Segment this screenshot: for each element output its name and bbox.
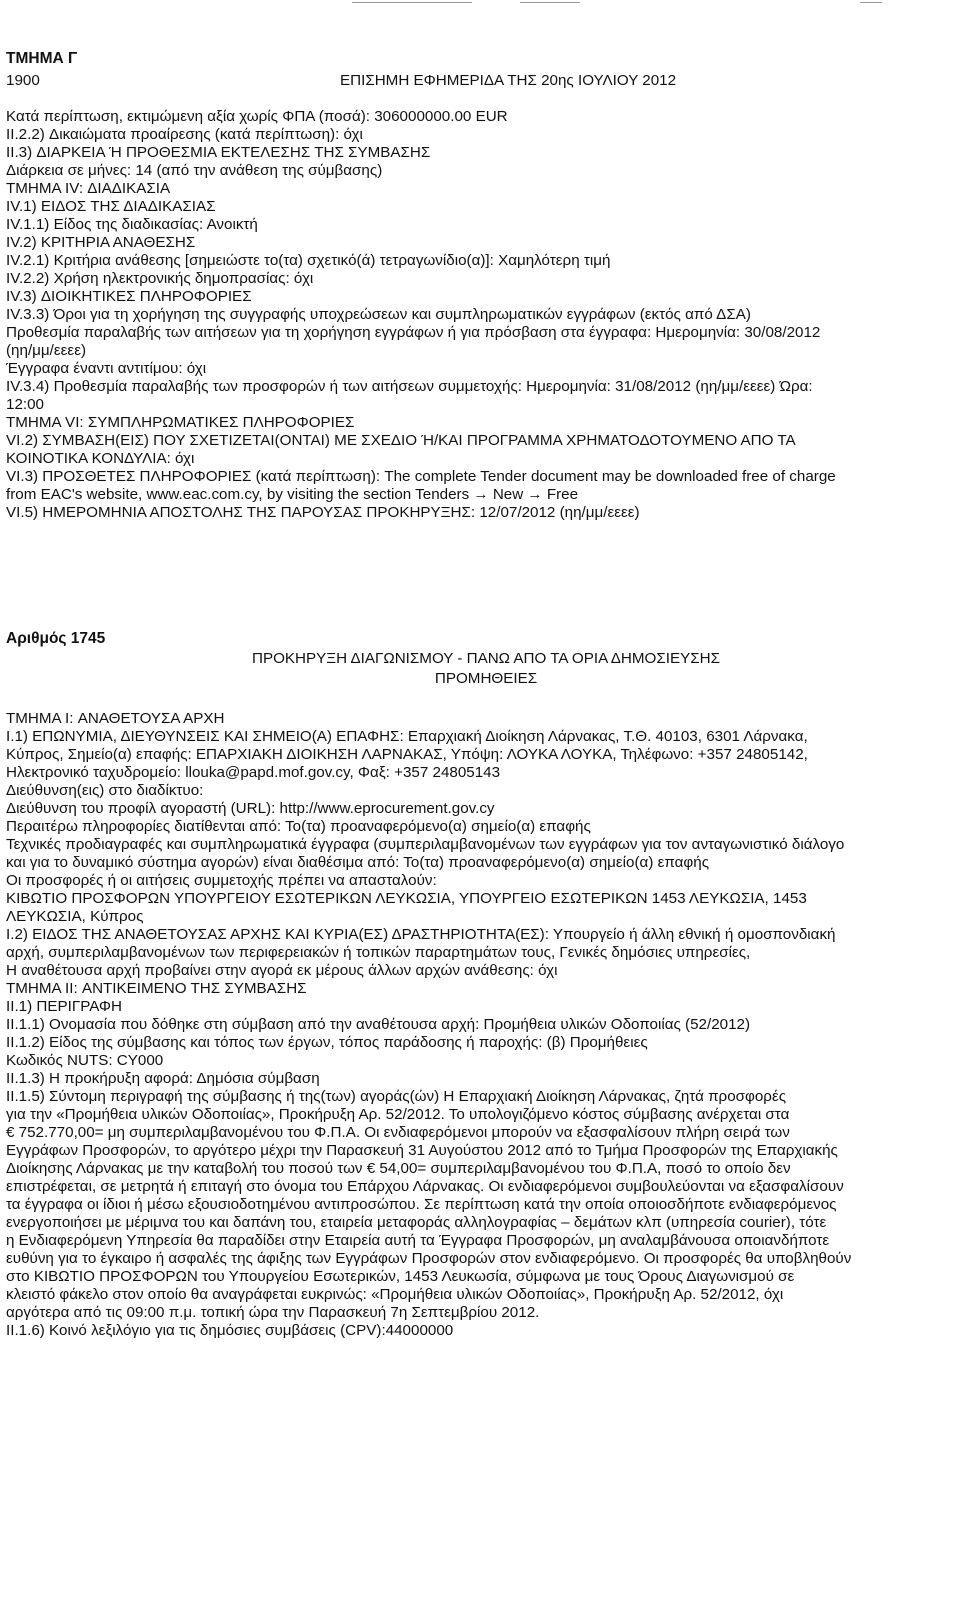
text-line: IV.3.3) Όροι για τη χορήγηση της συγγραφής υποχρεώσεων και συμπληρωματικών εγγράφων (εκτός από ΔΣΑ) xyxy=(6,306,751,323)
text-line: Κωδικός NUTS: CY000 xyxy=(6,1052,164,1069)
text-line: Περαιτέρω πληροφορίες διατίθενται από: Το(τα) προαναφερόμενο(α) σημείο(α) επαφής xyxy=(6,818,591,835)
section-heading: ΤΜΗΜΑ Γ xyxy=(6,50,78,67)
text-line: IV.3.4) Προθεσμία παραλαβής των προσφορών ή των αιτήσεων συμμετοχής: Ημερομηνία: 31/08/2012 (ηη/μμ/εεεε) Ώρα: xyxy=(6,378,813,395)
text-line: IV.2.1) Κριτήρια ανάθεσης [σημειώστε το(τα) σχετικό(ά) τετραγωνίδιο(α)]: Χαμηλότερη τιμή xyxy=(6,252,611,269)
text-line: ΤΜΗΜΑ I: ΑΝΑΘΕΤΟΥΣΑ ΑΡΧΗ xyxy=(6,710,225,727)
text-line: II.2.2) Δικαιώματα προαίρεσης (κατά περίπτωση): όχι xyxy=(6,126,363,143)
text-line: αρχή, συμπεριλαμβανομένων των περιφερειακών ή τοπικών παραρτημάτων τους, Γενικές δημόσιες υπηρεσίες, xyxy=(6,944,751,961)
text-line: IV.1.1) Είδος της διαδικασίας: Ανοικτή xyxy=(6,216,258,233)
text-line: Κατά περίπτωση, εκτιμώμενη αξία χωρίς ΦΠΑ (ποσά): 306000000.00 EUR xyxy=(6,108,508,125)
text-line: ΤΜΗΜΑ VI: ΣΥΜΠΛΗΡΩΜΑΤΙΚΕΣ ΠΛΗΡΟΦΟΡΙΕΣ xyxy=(6,414,355,431)
text-line: (ηη/μμ/εεεε) xyxy=(6,342,87,359)
text-line: Διάρκεια σε μήνες: 14 (από την ανάθεση της σύμβασης) xyxy=(6,162,383,179)
text-line: στο ΚΙΒΩΤΙΟ ΠΡΟΣΦΟΡΩΝ του Υπουργείου Εσωτερικών, 1453 Λευκωσία, σύμφωνα με τους Όρους Διαγωνισμού σε xyxy=(6,1268,795,1285)
text-line: η Ενδιαφερόμενη Υπηρεσία θα παραδίδει στην Εταιρεία αυτή τα Έγγραφα Προσφορών, μη αναλαμβάνουσα οποιανδήποτε xyxy=(6,1232,830,1249)
text-line: ΛΕΥΚΩΣΙΑ, Κύπρος xyxy=(6,908,144,925)
running-header xyxy=(6,72,914,92)
text-line: II.1) ΠΕΡΙΓΡΑΦΗ xyxy=(6,998,122,1015)
text-line: Τεχνικές προδιαγραφές και συμπληρωματικά έγγραφα (συμπεριλαμβανομένων των εγγράφων για τον ανταγωνιστικό διάλογο xyxy=(6,836,845,853)
text-line xyxy=(6,1358,914,1376)
text-line: from EAC's website, www.eac.com.cy, by visiting the section Tenders → New → Free xyxy=(6,486,579,503)
text-line: II.1.3) Η προκήρυξη αφορά: Δημόσια σύμβαση xyxy=(6,1070,320,1087)
scan-top-edge xyxy=(0,0,960,10)
text-line: ΚΙΒΩΤΙΟ ΠΡΟΣΦΟΡΩΝ ΥΠΟΥΡΓΕΙΟΥ ΕΣΩΤΕΡΙΚΩΝ ΛΕΥΚΩΣΙΑ, ΥΠΟΥΡΓΕΙΟ ΕΣΩΤΕΡΙΚΩΝ 1453 ΛΕΥΚΩΣΙΑ, 1453 xyxy=(6,890,807,907)
text-line: 12:00 xyxy=(6,396,45,413)
text-line: και για το δυναμικό σύστημα αγορών) είναι διαθέσιμα από: Το(τα) προαναφερόμενο(α) σημείο(α) επαφής xyxy=(6,854,710,871)
text-line: VI.5) ΗΜΕΡΟΜΗΝΙΑ ΑΠΟΣΤΟΛΗΣ ΤΗΣ ΠΑΡΟΥΣΑΣ ΠΡΟΚΗΡΥΞΗΣ: 12/07/2012 (ηη/μμ/εεεε) xyxy=(6,504,640,521)
text-line: ΚΟΙΝΟΤΙΚΑ ΚΟΝΔΥΛΙΑ: όχι xyxy=(6,450,195,467)
notice-title xyxy=(206,650,766,690)
text-line: IV.2) ΚΡΙΤΗΡΙΑ ΑΝΑΘΕΣΗΣ xyxy=(6,234,196,251)
text-line: IV.2.2) Χρήση ηλεκτρονικής δημοπρασίας: όχι xyxy=(6,270,314,287)
text-line: Η αναθέτουσα αρχή προβαίνει στην αγορά εκ μέρους άλλων αρχών ανάθεσης: όχι xyxy=(6,962,558,979)
text-line: II.1.2) Είδος της σύμβασης και τόπος των έργων, τόπος παράδοσης ή παροχής: (β) Προμήθειες xyxy=(6,1034,648,1051)
scan-artifact xyxy=(520,2,580,3)
text-line: επιστρέφεται, σε μετρητά ή επιταγή στο όνομα του Επάρχου Λάρνακας. Οι ενδιαφερόμενοι συμβουλεύονται να εξασφαλίσουν xyxy=(6,1178,844,1195)
previous-notice-body xyxy=(6,108,914,522)
text-line: ευθύνη για το έγκαιρο ή ασφαλές της άφιξης των Εγγράφων Προσφορών στον ενδιαφερόμενο. Οι προσφορές θα υποβληθούν xyxy=(6,1250,852,1267)
notice-number: Αριθμός 1745 xyxy=(6,630,106,647)
text-line: Οι προσφορές ή οι αιτήσεις συμμετοχής πρέπει να απασταλούν: xyxy=(6,872,437,889)
text-line: κλειστό φάκελο στον οποίο θα αναγράφεται ευκρινώς: «Προμήθεια υλικών Οδοποιίας», Προκήρυξη Αρ. 52/2012, όχι xyxy=(6,1286,784,1303)
text-line: ΤΜΗΜΑ II: ΑΝΤΙΚΕΙΜΕΝΟ ΤΗΣ ΣΥΜΒΑΣΗΣ xyxy=(6,980,307,997)
scan-artifact xyxy=(860,2,882,3)
text-line: Διοίκησης Λάρνακας με την καταβολή του ποσού των € 54,00= συμπεριλαμβανομένου του Φ.Π.Α, ποσό το οποίο δεν xyxy=(6,1160,791,1177)
gazette-title: ΕΠΙΣΗΜΗ ΕΦΗΜΕΡΙΔΑ ΤΗΣ 20ης ΙΟΥΛΙΟΥ 2012 xyxy=(340,72,677,89)
text-line: Διεύθυνση του προφίλ αγοραστή (URL): http://www.eprocurement.gov.cy xyxy=(6,800,495,817)
text-line: ΤΜΗΜΑ IV: ΔΙΑΔΙΚΑΣΙΑ xyxy=(6,180,171,197)
page-number: 1900 xyxy=(6,72,40,89)
text-line: ενεργοποιήσει με μέριμνα του και δαπάνη του, εταιρεία μεταφοράς αλληλογραφίας – δεμάτων κλπ (υπηρεσία courier), τότε xyxy=(6,1214,827,1231)
text-line: IV.3) ΔΙΟΙΚΗΤΙΚΕΣ ΠΛΗΡΟΦΟΡΙΕΣ xyxy=(6,288,252,305)
text-line: IV.1) ΕΙΔΟΣ ΤΗΣ ΔΙΑΔΙΚΑΣΙΑΣ xyxy=(6,198,216,215)
text-line: II.1.1) Ονομασία που δόθηκε στη σύμβαση από την αναθέτουσα αρχή: Προμήθεια υλικών Οδοποιίας (52/2012) xyxy=(6,1016,751,1033)
text-line: I.1) ΕΠΩΝΥΜΙΑ, ΔΙΕΥΘΥΝΣΕΙΣ ΚΑΙ ΣΗΜΕΙΟ(Α) ΕΠΑΦΗΣ: Επαρχιακή Διοίκηση Λάρνακας, Τ.Θ. 40103, 6301 Λάρνακα, xyxy=(6,728,808,745)
text-line: II.1.5) Σύντομη περιγραφή της σύμβασης ή της(των) αγοράς(ών) Η Επαρχιακή Διοίκηση Λάρνακας, ζητά προσφορές xyxy=(6,1088,787,1105)
text-line: I.2) ΕΙΔΟΣ ΤΗΣ ΑΝΑΘΕΤΟΥΣΑΣ ΑΡΧΗΣ ΚΑΙ ΚΥΡΙΑ(ΕΣ) ΔΡΑΣΤΗΡΙΟΤΗΤΑ(ΕΣ): Υπουργείο ή άλλη εθνική ή ομοσπονδιακή xyxy=(6,926,836,943)
text-line xyxy=(6,1340,914,1358)
text-line: Έγγραφα έναντι αντιτίμου: όχι xyxy=(6,360,207,377)
text-line: αργότερα από τις 09:00 π.μ. τοπική ώρα την Παρασκευή 7η Σεπτεμβρίου 2012. xyxy=(6,1304,540,1321)
text-line: II.3) ΔΙΑΡΚΕΙΑ Ή ΠΡΟΘΕΣΜΙΑ ΕΚΤΕΛΕΣΗΣ ΤΗΣ ΣΥΜΒΑΣΗΣ xyxy=(6,144,431,161)
text-line: Προθεσμία παραλαβής των αιτήσεων για τη χορήγηση εγγράφων ή για πρόσβαση στα έγγραφα: Ημερομηνία: 30/08/2012 xyxy=(6,324,821,341)
text-line: τα έγγραφα οι ίδιοι ή μέσω εξουσιοδοτημένου αντιπροσώπου. Σε περίπτωση κατά την οποία οποιοσδήποτε ενδιαφερόμενος xyxy=(6,1196,837,1213)
text-line: € 752.770,00= μη συμπεριλαμβανομένου του Φ.Π.Α. Οι ενδιαφερόμενοι μπορούν να εξασφαλίσουν πλήρη σειρά των xyxy=(6,1124,790,1141)
notice-title-line: ΠΡΟΜΗΘΕΙΕΣ xyxy=(434,670,538,687)
text-line: VI.2) ΣΥΜΒΑΣΗ(ΕΙΣ) ΠΟΥ ΣΧΕΤΙΖΕΤΑΙ(ΟΝΤΑΙ) ΜΕ ΣΧΕΔΙΟ Ή/ΚΑΙ ΠΡΟΓΡΑΜΜΑ ΧΡΗΜΑΤΟΔΟΤΟΥΜΕΝΟ ΑΠΟ ΤΑ xyxy=(6,432,796,449)
text-line: για την «Προμήθεια υλικών Οδοποιίας», Προκήρυξη Αρ. 52/2012. Το υπολογιζόμενο κόστος σύμβασης ανέρχεται στα xyxy=(6,1106,790,1123)
notice-title-line: ΠΡΟΚΗΡΥΞΗ ΔΙΑΓΩΝΙΣΜΟΥ - ΠΑΝΩ ΑΠΟ ΤΑ ΟΡΙΑ ΔΗΜΟΣΙΕΥΣΗΣ xyxy=(252,650,720,667)
text-line: Ηλεκτρονικό ταχυδρομείο: llouka@papd.mof.gov.cy, Φαξ: +357 24805143 xyxy=(6,764,501,781)
scan-artifact xyxy=(352,2,472,3)
text-line: Κύπρος, Σημείο(α) επαφής: ΕΠΑΡΧΙΑΚΗ ΔΙΟΙΚΗΣΗ ΛΑΡΝΑΚΑΣ, Υπόψη: ΛΟΥΚΑ ΛΟΥΚΑ, Τηλέφωνο: +357 24805142, xyxy=(6,746,808,763)
text-line: VI.3) ΠΡΟΣΘΕΤΕΣ ΠΛΗΡΟΦΟΡΙΕΣ (κατά περίπτωση): The complete Tender document may be downloaded free of charge xyxy=(6,468,836,485)
text-line: II.1.6) Κοινό λεξιλόγιο για τις δημόσιες συμβάσεις (CPV):44000000 xyxy=(6,1322,454,1339)
text-line: Εγγράφων Προσφορών, το αργότερο μέχρι την Παρασκευή 31 Αυγούστου 2012 από το Τμήμα Προσφορών της Επαρχιακής xyxy=(6,1142,838,1159)
notice-body xyxy=(6,710,914,1376)
text-line: Διεύθυνση(εις) στο διαδίκτυο: xyxy=(6,782,204,799)
